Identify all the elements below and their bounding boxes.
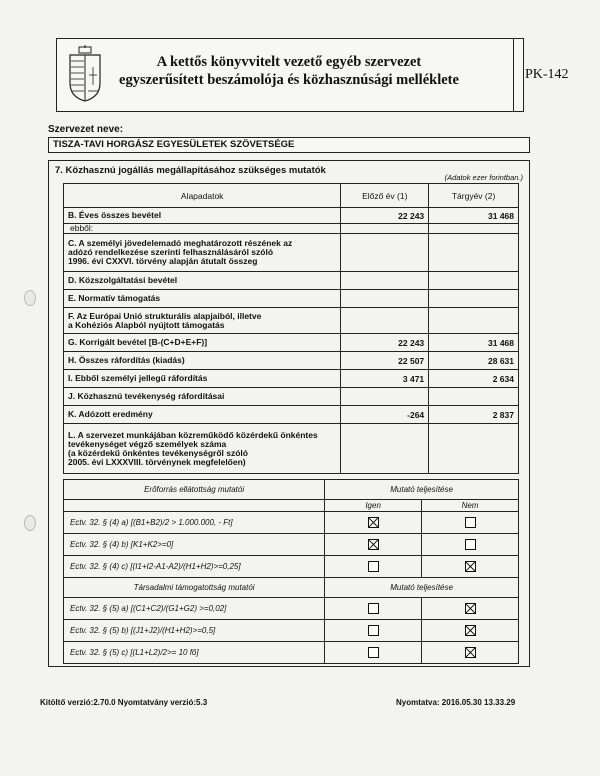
row-label-line: G. Korrigált bevétel [B-(C+D+E+F)] [68,337,208,347]
current-year-value: 31 468 [429,334,519,352]
row-label-line: adózó rendelkezése szerinti felhasználásáról szóló [68,247,274,257]
row-label-line: a Kohéziós Alapból nyújtott támogatás [68,319,225,330]
previous-year-value: 3 471 [341,370,429,388]
previous-year-value [341,224,429,234]
no-checkbox[interactable] [465,625,476,636]
row-label [64,308,341,334]
yes-cell [325,620,422,642]
current-year-value: 31 468 [429,208,519,224]
row-label [64,370,341,388]
previous-year-value: 22 507 [341,352,429,370]
indicator-row [64,642,519,664]
no-checkbox[interactable] [465,647,476,658]
form-title-line1: A kettős könyvvitelt vezető egyéb szervezet [156,54,422,70]
row-label-line: 2005. évi LXXXVIII. törvénynek megfelelően) [68,456,246,467]
current-year-value: 2 634 [429,370,519,388]
no-cell [422,598,519,620]
row-label-line: 1996. évi CXXVI. törvény alapján átutalt összeg [68,256,258,266]
row-label [64,208,341,224]
indicator-row [64,556,519,578]
punch-hole [24,515,36,531]
indicator-label: Ectv. 32. § (4) b) [K1+K2>=0] [64,534,325,556]
current-year-value: 2 837 [429,406,519,424]
current-year-value [429,272,519,290]
no-checkbox[interactable] [465,603,476,614]
previous-year-value [341,234,429,272]
indicator-label: Ectv. 32. § (4) a) [(B1+B2)/2 > 1.000.000, - Ft] [64,512,325,534]
no-label: Nem [422,500,519,512]
row-label [64,424,341,474]
row-label-line: F. Az Európai Unió strukturális alapjaiból, illetve [68,310,262,321]
row-label-line: K. Adózott eredmény [68,409,153,419]
table-row [64,352,519,370]
row-label-line: J. Közhasznú tevékenység ráfordításai [68,391,225,401]
yes-checkbox[interactable] [368,517,379,528]
current-year-value [429,224,519,234]
yes-cell [325,512,422,534]
no-cell [422,556,519,578]
indicator-label: Ectv. 32. § (5) c) [(L1+L2)/2>= 10 fő] [64,642,325,664]
print-timestamp: Nyomtatva: 2016.05.30 13.33.29 [396,698,516,707]
row-label-line: tevékenységet végző személyek száma [68,438,227,449]
yes-checkbox[interactable] [368,647,379,658]
base-data-table [63,183,519,474]
form-title-line2: egyszerűsített beszámolója és közhasznúsági melléklete [119,72,459,88]
no-checkbox[interactable] [465,539,476,550]
yes-checkbox[interactable] [368,561,379,572]
table-row [64,406,519,424]
header-previous-year: Előző év (1) [341,184,429,208]
yes-no-header-row [64,500,519,512]
indicator-row [64,512,519,534]
no-cell [422,534,519,556]
row-label [64,272,341,290]
previous-year-value [341,424,429,474]
table-row [64,370,519,388]
yes-checkbox[interactable] [368,603,379,614]
row-label-line: B. Éves összes bevétel [68,210,162,220]
indicator-label: Ectv. 32. § (5) b) [(J1+J2)/(H1+H2)>=0,5] [64,620,325,642]
indicator-header-row [64,480,519,500]
no-cell [422,512,519,534]
indicator-label: Ectv. 32. § (4) c) [(I1+I2-A1-A2)/(H1+H2)>=0,25] [64,556,325,578]
previous-year-value: 22 243 [341,208,429,224]
table-row [64,290,519,308]
current-year-value [429,290,519,308]
table-row [64,424,519,474]
table-row [64,234,519,272]
punch-hole [24,290,36,306]
indicator-row [64,598,519,620]
indicator-header-row [64,578,519,598]
indicator-table [63,479,519,664]
fulfilment-header: Mutató teljesítése [325,480,519,500]
row-label [64,406,341,424]
row-label [64,388,341,406]
coat-of-arms-icon [67,45,103,103]
row-label-line: L. A szervezet munkájában közreműködő közérdekű önkéntes [68,429,318,440]
filler-version: Kitöltő verzió:2.70.0 Nyomtatvány verzió:5.3 [40,698,208,707]
row-label-line: E. Normatív támogatás [68,293,161,303]
organization-name-field [48,137,530,153]
current-year-value [429,424,519,474]
previous-year-value [341,388,429,406]
row-label-line: H. Összes ráfordítás (kiadás) [68,355,185,365]
organization-label: Szervezet neve: [48,124,124,135]
empty-cell [64,500,325,512]
table-header-row [64,184,519,208]
row-label-line: C. A személyi jövedelemadó meghatározott részének az [68,238,293,248]
yes-cell [325,642,422,664]
table-row [64,334,519,352]
previous-year-value [341,290,429,308]
table-row [64,224,519,234]
indicators-section [48,160,530,667]
previous-year-value: 22 243 [341,334,429,352]
row-label-line: (a közérdekű önkéntes tevékenységről szóló [68,447,248,458]
indicator-row [64,534,519,556]
yes-cell [325,598,422,620]
table-row [64,272,519,290]
row-label [64,290,341,308]
yes-label: Igen [325,500,422,512]
previous-year-value [341,272,429,290]
yes-cell [325,534,422,556]
indicator-group-title: Erőforrás ellátottság mutatói [64,480,325,500]
header-current-year: Tárgyév (2) [429,184,519,208]
no-cell [422,642,519,664]
row-label [64,224,341,234]
organization-name: TISZA-TAVI HORGÁSZ EGYESÜLETEK SZÖVETSÉGE [53,139,295,150]
indicator-label: Ectv. 32. § (5) a) [(C1+C2)/(G1+G2) >=0,02] [64,598,325,620]
header-base-data: Alapadatok [64,184,341,208]
no-checkbox[interactable] [465,561,476,572]
form-code: PK-142 [525,67,569,82]
current-year-value [429,234,519,272]
row-label-line: ebből: [70,223,94,233]
row-label [64,352,341,370]
row-label-line: I. Ebből személyi jellegű ráfordítás [68,373,208,383]
yes-checkbox[interactable] [368,539,379,550]
table-row [64,308,519,334]
form-header [56,38,569,112]
previous-year-value [341,308,429,334]
fulfilment-header: Mutató teljesítése [325,578,519,598]
table-row [64,208,519,224]
no-cell [422,620,519,642]
section-title: 7. Közhasznú jogállás megállapításához szükséges mutatók [55,165,326,176]
no-checkbox[interactable] [465,517,476,528]
row-label [64,234,341,272]
unit-note: (Adatok ezer forintban.) [444,173,523,182]
yes-cell [325,556,422,578]
indicator-row [64,620,519,642]
current-year-value [429,388,519,406]
row-label-line: D. Közszolgáltatási bevétel [68,275,178,285]
previous-year-value: -264 [341,406,429,424]
form-title [119,53,459,89]
table-row [64,388,519,406]
current-year-value: 28 631 [429,352,519,370]
yes-checkbox[interactable] [368,625,379,636]
indicator-group-title: Társadalmi támogatottság mutatói [64,578,325,598]
current-year-value [429,308,519,334]
row-label [64,334,341,352]
